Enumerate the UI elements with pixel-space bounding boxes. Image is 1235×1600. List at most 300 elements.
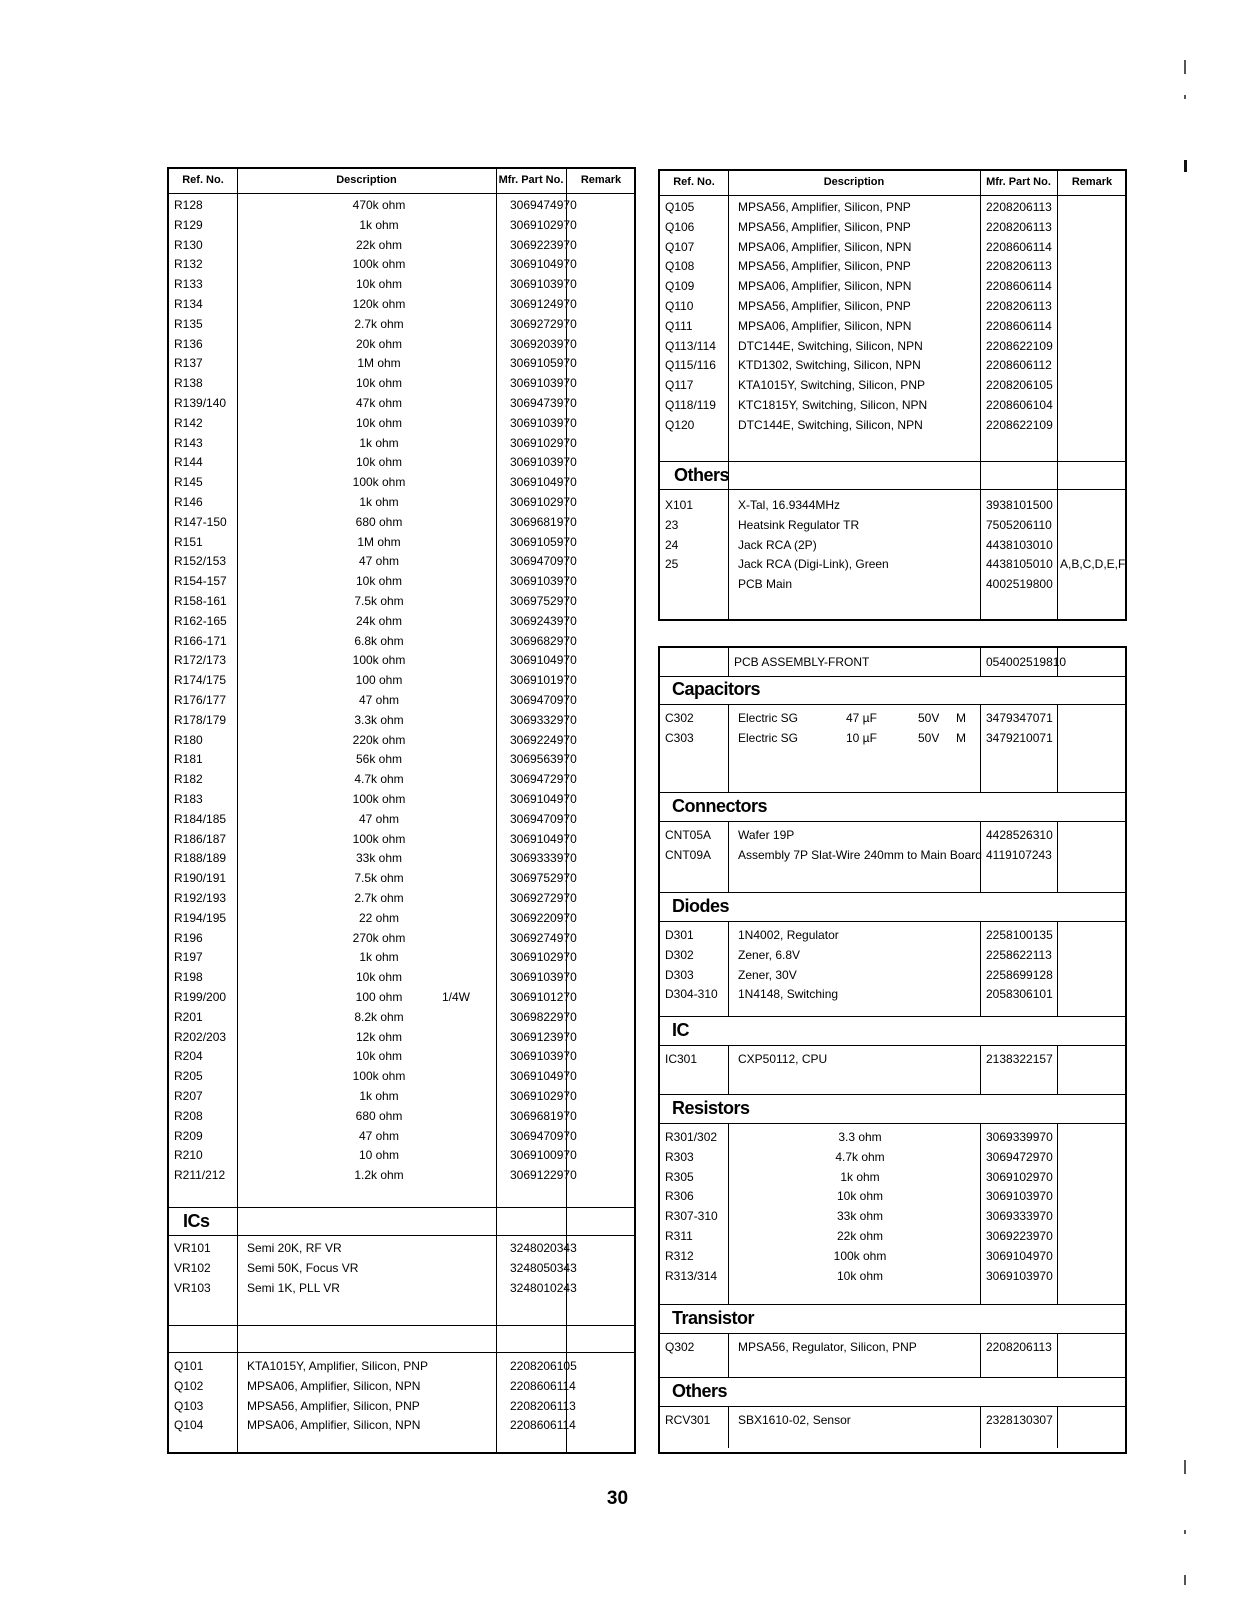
description: 100k ohm [352,831,406,846]
ref-no: R198 [174,970,203,985]
description: 10k ohm [355,277,403,292]
ref-no: VR103 [174,1280,211,1295]
part-no: 2208606114 [986,239,1052,254]
table-row [169,453,634,473]
table-row [169,552,634,572]
ref-no: X101 [665,498,694,512]
section-title: IC [672,1020,689,1040]
section-divider [169,1352,634,1353]
table-row [169,988,634,1008]
table-row [660,729,1125,749]
scan-mark [1184,160,1187,172]
ref-no: R202/203 [174,1029,227,1044]
section-diodes [660,893,1125,1017]
section-title-others: Others [674,465,730,485]
description: 1k ohm [359,495,399,509]
table-row [169,632,634,652]
table-row [169,770,634,790]
header-description: Description [823,176,885,188]
table-row [169,909,634,929]
ref-no: R188/189 [174,851,227,866]
description: Semi 1K, PLL VR [247,1280,340,1295]
ref-no: R143 [174,435,203,450]
ref-no: R166-171 [174,633,227,648]
description: 47k ohm [355,396,403,410]
description: 33k ohm [836,1209,884,1224]
ref-no: R180 [174,732,203,747]
table-row [169,1416,634,1436]
part-no: 3069102970 [986,1169,1053,1184]
ref-no: R204 [174,1049,203,1064]
part-no: 4438103010 [986,537,1053,552]
ref-no: R133 [174,277,203,292]
description: KTD1302, Switching, Silicon, NPN [738,358,921,373]
header-ref-no: Ref. No. [182,174,224,186]
part-no: 4119107243 [986,847,1052,862]
table-row [169,1008,634,1028]
table-row [660,1227,1125,1247]
ref-no: Q108 [665,259,695,274]
table-row [169,1279,634,1299]
header-remark: Remark [580,174,622,186]
table-row [169,434,634,454]
part-no: 3069474970 [510,198,577,212]
part-no: 2208206113 [986,1340,1052,1354]
description: Heatsink Regulator TR [738,517,860,532]
section-divider [660,1123,1125,1124]
part-no: 7505206110 [986,517,1052,532]
ref-no: R152/153 [174,554,227,569]
description: 1M ohm [357,534,401,549]
description: 1k ohm [359,1089,399,1103]
description: 1k ohm [359,217,399,232]
description: 1k ohm [359,435,399,450]
table-row [660,496,1125,516]
part-no: 3248020343 [510,1241,577,1255]
table-row [169,790,634,810]
part-no: 3069102970 [510,435,577,450]
part-no: 3069104970 [510,653,577,668]
description: 120k ohm [352,297,406,311]
description: Wafer 19P [738,828,795,842]
description: Zener, 30V [738,967,797,982]
part-no: 3069104970 [510,257,577,272]
description: 1M ohm [357,356,401,371]
table-row [169,295,634,315]
ref-no: R134 [174,297,203,311]
part-no: 4002519800 [986,577,1053,592]
section-divider [660,704,1125,705]
part-no: 3069102970 [510,950,577,965]
part-no: 2208206113 [986,219,1052,234]
section-divider [169,1235,634,1236]
header-divider [169,193,634,194]
part-no: 2208606114 [986,318,1052,333]
part-no: 3069123970 [510,1029,577,1044]
header-description: Description [336,174,397,186]
ref-no: R172/173 [174,653,227,668]
part-no: 3069203970 [510,336,577,351]
ref-no: R182 [174,772,203,787]
description: 220k ohm [352,732,406,747]
part-no: 2208606114 [510,1378,576,1393]
capacitance: 10 µF [846,730,877,745]
part-no: 3069470970 [510,554,577,569]
description: 22k ohm [836,1229,884,1243]
description: 100k ohm [352,653,406,668]
description: 10 ohm [358,1148,400,1163]
table-row [660,555,1125,575]
ref-no: R306 [665,1189,694,1204]
ref-no: D302 [665,947,694,962]
description: 100k ohm [833,1248,887,1263]
part-no: 3069122970 [510,1168,577,1183]
ref-no: R154-157 [174,574,227,589]
ref-no: R137 [174,356,203,371]
table-row [660,1128,1125,1148]
section-connectors [660,793,1125,893]
description: 1k ohm [840,1169,880,1184]
part-no: 3069103970 [510,376,577,391]
part-no: 3069103970 [510,574,577,589]
part-no: 3069103970 [510,415,577,430]
table-row [169,671,634,691]
description: 10k ohm [355,574,403,589]
description: 10k ohm [355,970,403,985]
table-row [169,315,634,335]
description: 1k ohm [359,950,399,965]
description: 3.3 ohm [838,1130,882,1144]
description: 10k ohm [355,455,403,470]
description: SBX1610-02, Sensor [738,1413,851,1427]
description: 1N4148, Switching [738,987,839,1002]
section-transistor [660,1305,1125,1378]
table-row [660,337,1125,357]
part-no: 3069103970 [510,970,577,985]
section-capacitors [660,676,1125,793]
description: 680 ohm [355,1108,403,1123]
ref-no: R147-150 [174,514,227,529]
ref-no: R146 [174,495,203,509]
table-row [169,1259,634,1279]
ref-no: Q117 [665,378,694,393]
assembly-description: PCB ASSEMBLY-FRONT [734,655,870,669]
voltage: 50V [918,711,940,725]
description: 47 ohm [358,693,400,707]
table-row [169,849,634,869]
description: 100 ohm [355,990,403,1004]
description: 47 ohm [358,1128,400,1143]
table-row [660,1411,1125,1431]
ref-no: R183 [174,792,203,806]
ref-no: R210 [174,1148,203,1163]
part-no: 2208206105 [986,378,1053,393]
description: 1N4002, Regulator [738,928,839,942]
part-no: 3248050343 [510,1260,577,1275]
part-no: 3069472970 [510,772,577,787]
description: X-Tal, 16.9344MHz [738,498,841,512]
ref-no: R207 [174,1089,203,1103]
description: MPSA06, Amplifier, Silicon, NPN [247,1378,421,1393]
table-row [169,335,634,355]
section-title: Transistor [672,1308,755,1328]
ref-no: R136 [174,336,203,351]
table-row [169,255,634,275]
table-row [169,1047,634,1067]
part-no: 3069472970 [986,1149,1053,1164]
section-divider [660,821,1125,822]
scan-mark [1184,1530,1186,1534]
scan-mark [1184,1575,1186,1585]
voltage: 50V [918,730,940,745]
part-no: 3069103970 [510,277,577,292]
table-row [169,513,634,533]
description: 12k ohm [355,1029,403,1044]
table-row [169,830,634,850]
part-no: 3069274970 [510,930,577,945]
section-title: Capacitors [672,679,761,699]
ref-no: R145 [174,475,203,490]
part-no: 3069681970 [510,1108,577,1123]
description: 100k ohm [352,1069,406,1084]
part-no: 3069102970 [510,495,577,509]
table-row [169,948,634,968]
ref-no: R135 [174,316,203,331]
ref-no: R176/177 [174,693,227,707]
table-row [660,1207,1125,1227]
table-row [169,889,634,909]
ref-no: Q118/119 [665,398,716,412]
tolerance: M [956,711,966,725]
table-row [660,575,1125,595]
description: 7.5k ohm [354,871,404,886]
description: 33k ohm [355,851,403,866]
ref-no: R197 [174,950,203,965]
table-row [660,1168,1125,1188]
ref-no: R313/314 [665,1268,718,1283]
table-row [169,236,634,256]
table-row [169,612,634,632]
description: 10k ohm [355,1049,403,1064]
part-no: 2208622109 [986,417,1053,432]
section-divider [169,1207,634,1208]
part-no: 3069224970 [510,732,577,747]
ref-no: R132 [174,257,203,272]
table-row [660,709,1125,729]
part-no: 3069104970 [510,831,577,846]
table-row [169,1146,634,1166]
table-row [169,493,634,513]
ref-no: VR101 [174,1241,211,1255]
description: Semi 50K, Focus VR [247,1260,359,1275]
part-no: 2208606114 [510,1418,576,1433]
description: 56k ohm [355,752,403,767]
table-row [169,572,634,592]
table-row [660,1247,1125,1267]
ref-no: D304-310 [665,987,718,1002]
description: 24k ohm [355,613,403,628]
description: KTC1815Y, Switching, Silicon, NPN [738,398,928,412]
ref-no: C303 [665,730,694,745]
description: 6.8k ohm [354,633,404,648]
table-row [169,731,634,751]
ref-no: Q109 [665,279,695,294]
ref-no: Q102 [174,1378,204,1393]
table-row [660,416,1125,436]
table-row [660,218,1125,238]
header-remark: Remark [1071,176,1113,188]
table-row [169,1067,634,1087]
description: 47 ohm [358,811,400,826]
table-row [169,1357,634,1377]
description: MPSA56, Amplifier, Silicon, PNP [738,200,911,214]
description: MPSA56, Amplifier, Silicon, PNP [247,1398,420,1413]
description: MPSA56, Regulator, Silicon, PNP [738,1340,917,1354]
ref-no: Q107 [665,239,695,254]
table-row [660,297,1125,317]
part-no: 3069100970 [510,1148,577,1163]
description: 3.3k ohm [354,712,404,727]
table-row [660,1050,1125,1070]
table-row [169,374,634,394]
section-divider [660,461,1125,462]
part-no: 3069104970 [510,792,577,806]
ref-no: Q106 [665,219,695,234]
part-no: 2208606104 [986,398,1053,412]
description: 10k ohm [355,415,403,430]
table-row [169,354,634,374]
description: Electric SG [738,730,799,745]
ref-no: R174/175 [174,673,227,688]
part-no: 4438105010 [986,557,1053,572]
part-no: 3069752970 [510,871,577,886]
table-row [660,985,1125,1005]
ref-no: R196 [174,930,203,945]
ref-no: CNT05A [665,828,712,842]
table-row [169,1377,634,1397]
ref-no: R301/302 [665,1130,718,1144]
description: 680 ohm [355,514,403,529]
description: DTC144E, Switching, Silicon, NPN [738,417,923,432]
table-row [660,356,1125,376]
description: Semi 20K, RF VR [247,1241,342,1255]
ref-no: R208 [174,1108,203,1123]
table-row [169,394,634,414]
part-no: 2208206113 [510,1398,576,1413]
right-parts-table-top [658,169,1127,621]
description: MPSA56, Amplifier, Silicon, PNP [738,219,911,234]
part-no: 3069103970 [986,1268,1053,1283]
part-no: 4428526310 [986,828,1053,842]
part-no: 3069223970 [510,237,577,252]
table-row [169,750,634,770]
part-no: 3069103970 [986,1189,1053,1204]
table-row [169,810,634,830]
part-no: 3069102970 [510,217,577,232]
table-row [169,1397,634,1417]
part-no: 2208206113 [986,299,1052,313]
ref-no: R162-165 [174,613,227,628]
part-no: 3069332970 [510,712,577,727]
remark: A,B,C,D,E,F [1060,557,1126,572]
header-mfr-part-no: Mfr. Part No. [986,176,1051,188]
part-no: 3069104970 [986,1248,1053,1263]
table-row [169,533,634,553]
bottom-sections [660,676,1125,1452]
table-row [169,691,634,711]
part-no: 3479210071 [986,730,1053,745]
table-row [660,1148,1125,1168]
table-row [169,1107,634,1127]
ref-no: R186/187 [174,831,227,846]
description: CXP50112, CPU [738,1052,828,1066]
section-divider [660,1406,1125,1407]
part-no: 2208206113 [986,200,1052,214]
table-row [169,1028,634,1048]
description: 22 ohm [358,910,400,925]
table-row [660,1338,1125,1358]
table-row [169,1166,634,1186]
part-no: 3479347071 [986,711,1053,725]
section-divider [660,1045,1125,1046]
ref-no: Q302 [665,1340,695,1354]
table-row [169,592,634,612]
description: 47 ohm [358,554,400,569]
section-divider [169,1325,634,1326]
part-no: 2138322157 [986,1052,1053,1066]
ref-no: IC301 [665,1052,698,1066]
section-divider [660,489,1125,490]
part-no: 3069101270 [510,990,577,1004]
part-no: 3069333970 [986,1209,1053,1224]
section-others2 [660,1378,1125,1448]
table-row [169,275,634,295]
assembly-part-no: 054002519810 [986,655,1067,669]
ref-no: R128 [174,198,203,212]
part-no: 3069333970 [510,851,577,866]
ref-no: R305 [665,1169,694,1184]
section-title: Others [672,1381,728,1401]
section-title: Resistors [672,1098,750,1118]
part-no: 3069243970 [510,613,577,628]
table-row [660,536,1125,556]
ref-no: R303 [665,1149,694,1164]
description: 270k ohm [352,930,406,945]
ref-no: R307-310 [665,1209,718,1224]
assembly-row [660,653,1125,673]
table-row [169,196,634,216]
table-row [660,826,1125,846]
ref-no: D303 [665,967,694,982]
ref-no: Q110 [665,299,694,313]
section-resistors [660,1095,1125,1305]
description: MPSA06, Amplifier, Silicon, NPN [738,279,912,294]
table-row [660,257,1125,277]
part-no: 3069104970 [510,1069,577,1084]
section-ic [660,1017,1125,1095]
ref-no: R129 [174,217,203,232]
description: Assembly 7P Slat-Wire 240mm to Main Board [738,847,982,862]
part-no: 3069105970 [510,356,577,371]
scan-mark [1184,1460,1186,1474]
description: 22k ohm [355,237,403,252]
part-no: 3069272970 [510,891,577,905]
ref-no: R194/195 [174,910,227,925]
part-no: 3069104970 [510,475,577,490]
ref-no: RCV301 [665,1413,711,1427]
table-row [169,1127,634,1147]
table-row [660,516,1125,536]
